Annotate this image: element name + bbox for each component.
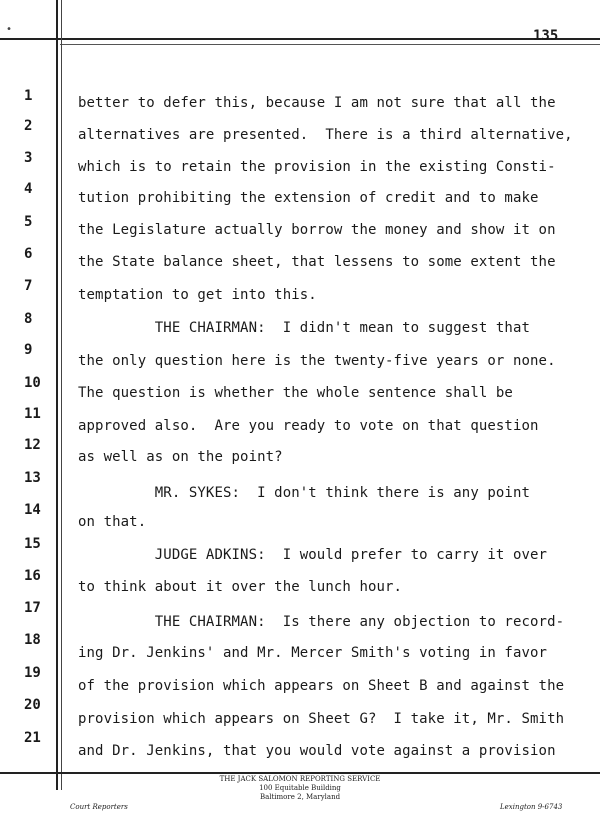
- transcript-line: temptation to get into this.: [78, 287, 317, 303]
- transcript-line: THE CHAIRMAN: I didn't mean to suggest that: [78, 320, 531, 336]
- footer-reporter-info: [205, 775, 395, 802]
- transcript-line: provision which appears on Sheet G? I take it, Mr. Smith: [78, 711, 565, 727]
- line-number: 16: [24, 568, 41, 584]
- line-number: 4: [24, 181, 33, 197]
- line-number: 20: [24, 697, 41, 713]
- transcript-line: the State balance sheet, that lessens to some extent the: [78, 254, 556, 270]
- bottom-rule: [0, 772, 600, 774]
- line-number: 21: [24, 730, 41, 746]
- transcript-line: JUDGE ADKINS: I would prefer to carry it over: [78, 547, 548, 563]
- line-number: 3: [24, 150, 33, 166]
- transcript-line: MR. SYKES: I don't think there is any point: [78, 485, 531, 501]
- margin-rule: [56, 0, 58, 790]
- transcript-line: ing Dr. Jenkins' and Mr. Mercer Smith's voting in favor: [78, 645, 548, 661]
- line-number: 18: [24, 632, 41, 648]
- page-number: 135: [533, 28, 559, 44]
- transcript-line: tution prohibiting the extension of credit and to make: [78, 190, 539, 206]
- line-number: 13: [24, 470, 41, 486]
- line-number: 2: [24, 118, 33, 134]
- line-number: 6: [24, 246, 33, 262]
- line-number: 9: [24, 342, 33, 358]
- transcript-line: the Legislature actually borrow the money and show it on: [78, 222, 556, 238]
- transcript-line: alternatives are presented. There is a third alternative,: [78, 127, 573, 143]
- line-number: 8: [24, 311, 33, 327]
- transcript-line: THE CHAIRMAN: Is there any objection to record-: [78, 614, 565, 630]
- line-number: 12: [24, 437, 41, 453]
- footer-phone: Lexington 9-6743: [500, 803, 563, 811]
- line-number: 5: [24, 214, 33, 230]
- line-number: 7: [24, 278, 33, 294]
- transcript-line: The question is whether the whole sentence shall be: [78, 385, 513, 401]
- line-number: 1: [24, 88, 33, 104]
- top-rule: [0, 38, 600, 40]
- margin-dot: •: [6, 24, 13, 35]
- margin-rule-inner: [61, 0, 62, 790]
- footer-left-text: Court Reporters: [70, 803, 128, 811]
- transcript-line: better to defer this, because I am not sure that all the: [78, 95, 556, 111]
- line-number: 11: [24, 406, 41, 422]
- footer-company: THE JACK SALOMON REPORTING SERVICE: [219, 775, 381, 783]
- footer-city: Baltimore 2, Maryland: [259, 793, 341, 801]
- footer-address: 100 Equitable Building: [259, 784, 341, 792]
- line-number: 15: [24, 536, 41, 552]
- transcript-line: the only question here is the twenty-five years or none.: [78, 353, 556, 369]
- transcript-line: approved also. Are you ready to vote on that question: [78, 418, 539, 434]
- transcript-line: of the provision which appears on Sheet B and against the: [78, 678, 565, 694]
- transcript-line: on that.: [78, 514, 147, 530]
- line-number: 10: [24, 375, 41, 391]
- transcript-line: as well as on the point?: [78, 449, 283, 465]
- transcript-line: and Dr. Jenkins, that you would vote against a provision: [78, 743, 556, 759]
- transcript-line: which is to retain the provision in the existing Consti-: [78, 159, 556, 175]
- line-number: 19: [24, 665, 41, 681]
- top-rule-inner: [60, 44, 600, 45]
- line-number: 14: [24, 502, 41, 518]
- line-number: 17: [24, 600, 41, 616]
- transcript-line: to think about it over the lunch hour.: [78, 579, 403, 595]
